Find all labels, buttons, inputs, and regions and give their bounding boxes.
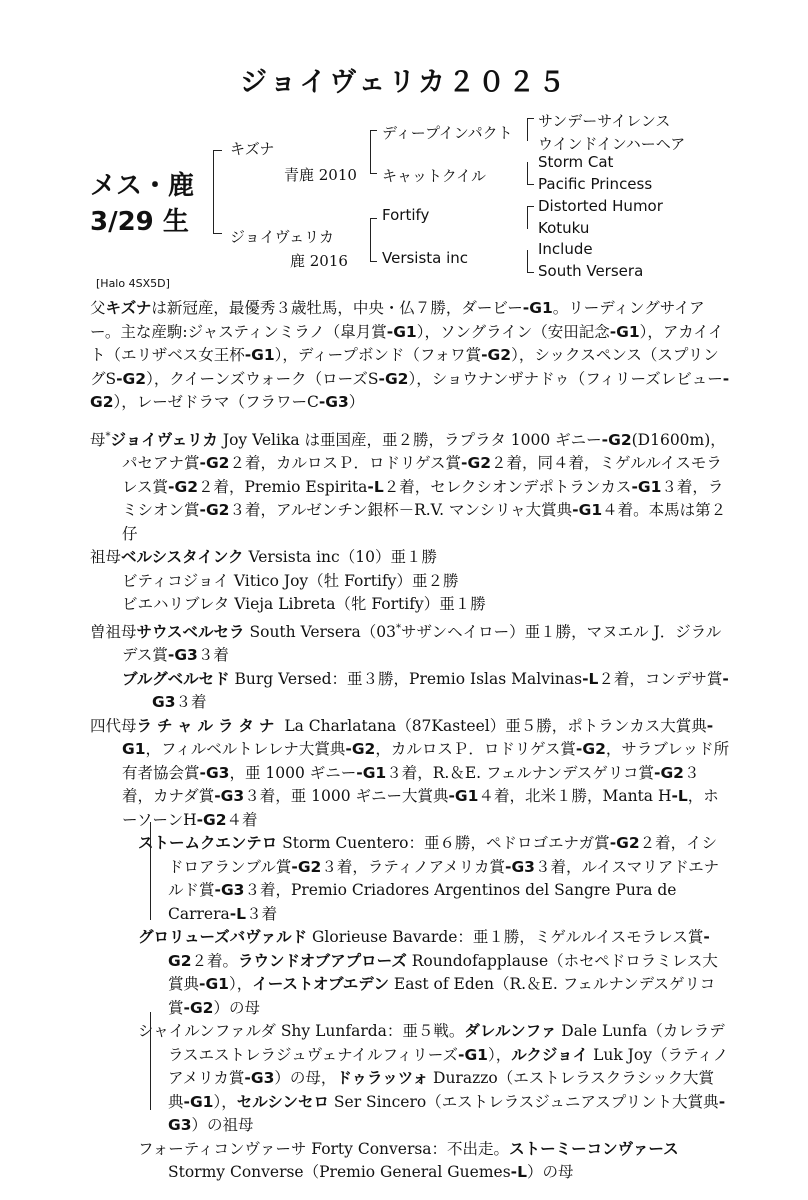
ped-dam-info: 鹿 2016 (290, 252, 348, 270)
grade: -L (229, 904, 247, 923)
text: ，ホーソーンH (122, 787, 719, 829)
g4dam-child-forty-conversa (90, 1138, 730, 1185)
text: Storm Cuentero：亜６勝，ペドロゴエナガ賞 (282, 834, 610, 853)
grade: -G2 (199, 454, 230, 473)
text: ）， (487, 1045, 512, 1064)
text: Roundofapplause（ホセペドロラミレス大賞典 (168, 951, 718, 994)
text: Durazzo（エストレラスクラシック大賞典 (168, 1069, 714, 1111)
grade: -L (510, 1163, 527, 1182)
ped-ds: Fortify (382, 206, 430, 224)
text: Luk Joy（ラティノアメリカ賞 (168, 1045, 729, 1088)
grade: -G3 (214, 881, 245, 900)
ped-sdd: Pacific Princess (538, 175, 653, 193)
grade: -G2 (481, 346, 512, 364)
sire-name: キズナ (105, 299, 152, 317)
text: ）の祖母 (191, 1116, 254, 1135)
text: ），アカイイト（エリザベス女王杯 (90, 322, 724, 364)
horse-name: ブルグベルセド (122, 669, 230, 688)
text: ２着，コンデサ賞 (598, 669, 723, 688)
text: Forty Conversa：不出走。 (311, 1139, 510, 1158)
text: ，フィルベルトレレナ大賞典 (145, 740, 346, 759)
text: ），ショウナンザナドゥ（フィリーズレビュー (408, 369, 723, 388)
text: ３着，R.＆E. フェルナンデスゲリコ賞 (386, 763, 655, 782)
grade: -G1 (609, 322, 640, 341)
grade: -G2 (168, 477, 198, 496)
grade: -G1 (356, 763, 387, 782)
sex-label: メス・鹿 (90, 171, 195, 201)
grade: -G3 (244, 1069, 275, 1088)
grade: -G3 (199, 763, 230, 782)
text: ２着，カルロスＰ．ロドリゲス賞 (229, 454, 462, 473)
horse-name: ダレルンファ (464, 1022, 557, 1041)
ped-dds: Include (538, 240, 593, 258)
grade: -G2 (183, 998, 214, 1017)
granddam-child-2: ビエハリブレタ Vieja Libreta（牝 Fortify）亜１勝 (122, 595, 486, 614)
sex-birth (90, 168, 194, 240)
text: ） (348, 393, 365, 411)
grade: -G2 (601, 430, 632, 449)
text: ）， (213, 1092, 237, 1111)
grade: -G3 (505, 857, 535, 876)
grade: -G2 (654, 763, 684, 782)
horse-name: セルシンセロ (236, 1092, 329, 1111)
ped-sds: Storm Cat (538, 153, 614, 171)
tree-line-2 (150, 1012, 151, 1110)
ped-sd: キャットクイル (382, 167, 486, 185)
inbreed-note: [Halo 4SX5D] (96, 277, 170, 290)
grade: -G2 (116, 369, 147, 388)
import-mark: * (395, 622, 401, 634)
text: ）の母 (526, 1163, 574, 1182)
text: ），クイーンズウォーク（ローズS (146, 369, 379, 388)
text: 。リーディングサイアー。主な産駒:ジャスティンミラノ（皐月賞 (90, 299, 705, 341)
g3dam-child (76, 668, 730, 715)
text: South Versera（03 (249, 622, 396, 641)
grade: -G3 (318, 393, 349, 411)
text: ４着 (226, 810, 258, 829)
text: ３着，アルゼンチン銀杯－R.V. マンシリャ大賞典 (229, 501, 573, 520)
grade: -L (671, 787, 688, 806)
dam-paragraph (90, 425, 730, 547)
ped-ss: ディープインパクト (382, 124, 513, 142)
sire-paragraph (90, 297, 730, 415)
text: Versista inc（10）亜１勝 (248, 548, 437, 567)
text: ）の母 (213, 998, 260, 1017)
text: ２着，セレクシオンデポトランカス (383, 477, 632, 496)
text: ）の母， (274, 1069, 337, 1088)
text: ），ソングライン（安田記念 (416, 322, 610, 341)
tree-line-1 (150, 822, 151, 920)
text: ，亜 1000 ギニー (229, 763, 357, 782)
text: ３着，ルイスマリアドエナルド賞 (168, 857, 720, 900)
grade: -G1 (448, 787, 479, 806)
g3dam-name: サウスベルセラ (136, 622, 245, 641)
horse-name: グロリューズバヴァルド (138, 928, 308, 947)
g4dam-label: 四代母 (90, 716, 137, 735)
text: Dale Lunfa（カレラデラスエストレラジュヴェナイルフィリーズ (168, 1022, 725, 1064)
text: ３着 (246, 904, 278, 923)
text: ２着，同４着，ミゲルルイスモラレス賞 (122, 454, 722, 496)
ped-ssd: ウインドインハーヘア (538, 135, 686, 153)
text: Burg Versed：亜３勝，Premio Islas Malvinas (234, 669, 583, 688)
text: ２着，Premio Espirita (198, 477, 368, 496)
ped-sss: サンデーサイレンス (538, 112, 671, 130)
text: ３着 (197, 646, 229, 665)
bracket-ds (527, 206, 534, 229)
g4dam-child-shy-lunfarda (90, 1020, 730, 1138)
text: ，カルロスＰ．ロドリゲス賞 (375, 740, 576, 759)
grade: -G1 (244, 346, 275, 364)
granddam-line (90, 546, 730, 570)
dam-label: 母 (90, 430, 106, 449)
text: ３着，Premio Criadores Argentinos del Sangre Pura de Carrera (168, 881, 677, 923)
text: Glorieuse Bavarde：亜１勝，ミゲルルイスモラレス賞 (312, 928, 704, 947)
grade: -L (582, 669, 599, 688)
text: ），シックスペンス（スプリングS (90, 346, 719, 388)
grade: -G1 (386, 322, 417, 341)
pedigree-body (90, 297, 730, 1185)
horse-name: シャイルンファルダ (138, 1022, 276, 1041)
horse-name: ラウンドオブアプローズ (238, 951, 407, 970)
horse-name: ルクジョイ (511, 1045, 589, 1064)
grade: -G3 (168, 1092, 726, 1135)
text: サザンヘイロー）亜１勝，マヌエル J．ジラルデス賞 (122, 622, 722, 665)
text: ，サラブレッド所有者協会賞 (122, 740, 730, 782)
g4dam-child-glorieuse-bavarde (90, 926, 730, 1020)
grade: -G2 (196, 810, 227, 829)
g3dam-line (90, 617, 730, 668)
horse-name: イーストオブエデン (252, 975, 389, 994)
ped-dd: Versista inc (382, 249, 469, 267)
birth-date: 3/29 生 (90, 207, 189, 237)
ped-dsd: Kotuku (538, 219, 590, 237)
g3dam-label: 曽祖母 (90, 622, 137, 641)
text: ４着。本馬は第２仔 (122, 501, 727, 543)
grade: -G3 (214, 787, 245, 806)
text: ），レーゼドラマ（フラワーC (113, 393, 319, 411)
bracket-ss (527, 118, 534, 141)
granddam-child-1: ビティコジョイ Vitico Joy（牡 Fortify）亜２勝 (122, 571, 459, 590)
grade: -G2 (345, 740, 376, 759)
text: ２着，イシドロアランブル賞 (168, 834, 718, 876)
bracket-sire-line (370, 130, 377, 174)
text: ３着 (175, 693, 207, 712)
grade: -G2 (461, 454, 491, 473)
grade: -G2 (90, 369, 730, 411)
text: ３着，亜 1000 ギニー大賞典 (244, 787, 449, 806)
page-title: ジョイヴェリカ２０２５ (239, 67, 569, 98)
grade: -G2 (575, 740, 606, 759)
grade: -G2 (609, 834, 640, 853)
dam-name: ジョイヴェリカ (110, 430, 218, 449)
bracket-dd (527, 250, 534, 273)
text: ３着，カナダ賞 (122, 763, 700, 806)
g4dam-child-storm-cuentero (90, 832, 730, 926)
grade: -G3 (152, 669, 729, 712)
grade: -L (367, 477, 384, 496)
grade: -G3 (167, 646, 198, 665)
text: (D1600m)，パセアナ賞 (122, 430, 726, 473)
text: ）， (228, 975, 253, 994)
text: ），ディープボンド（フォワ賞 (274, 346, 482, 364)
grade: -G1 (199, 975, 229, 994)
grade: -G1 (522, 299, 553, 317)
text: East of Eden（R.＆E. フェルナンデスゲリコ賞 (168, 975, 716, 1017)
ped-dss: Distorted Humor (538, 197, 663, 215)
bracket-sd (527, 162, 534, 185)
grade: -G1 (183, 1092, 214, 1111)
import-mark: * (105, 430, 111, 442)
text: ３着，ラティノアメリカ賞 (321, 857, 506, 876)
bracket-dam-line (370, 218, 377, 262)
granddam-name: ベルシスタインク (121, 548, 244, 567)
ped-sire-info: 青鹿 2010 (284, 166, 357, 184)
granddam-label: 祖母 (90, 548, 122, 567)
grade: -G1 (572, 501, 603, 520)
text: は新冠産，最優秀３歳牡馬，中央・仏７勝，ダービー (151, 299, 523, 317)
horse-name: ストーミーコンヴァース (509, 1139, 679, 1158)
text: ４着，北米１勝，Manta H (478, 787, 672, 806)
text: Joy Velika は亜国産，亜２勝，ラプラタ 1000 ギニー (222, 430, 602, 449)
horse-name: ドゥラッツォ (336, 1069, 429, 1088)
ped-dam: ジョイヴェリカ (230, 228, 334, 246)
text: Shy Lunfarda：亜５戦。 (280, 1022, 465, 1041)
grade: -G2 (199, 501, 230, 520)
g4dam-line (90, 715, 730, 833)
text: Stormy Converse（Premio General Guemes (168, 1163, 511, 1182)
sire-label: 父 (90, 299, 106, 317)
grade: -G2 (291, 857, 322, 876)
ped-sire: キズナ (230, 140, 275, 158)
g4dam-name: ラチャルラタナ (136, 716, 280, 735)
grade: -G1 (458, 1045, 488, 1064)
text: La Charlatana（87Kasteel）亜５勝，ポトランカス大賞典 (284, 716, 707, 735)
text: Ser Sincero（エストレラスジュニアスプリント大賞典 (333, 1092, 719, 1111)
horse-name: フォーティコンヴァーサ (138, 1139, 307, 1158)
horse-name: ストームクエンテロ (138, 834, 278, 853)
grade: -G1 (631, 477, 662, 496)
text: ３着，ラミシオン賞 (122, 477, 724, 520)
grade: -G1 (122, 716, 714, 759)
grade: -G2 (378, 369, 409, 388)
bracket-gen1 (213, 150, 222, 234)
text: ２着。 (191, 951, 239, 970)
grade: -G2 (168, 928, 710, 970)
ped-ddd: South Versera (538, 262, 644, 280)
